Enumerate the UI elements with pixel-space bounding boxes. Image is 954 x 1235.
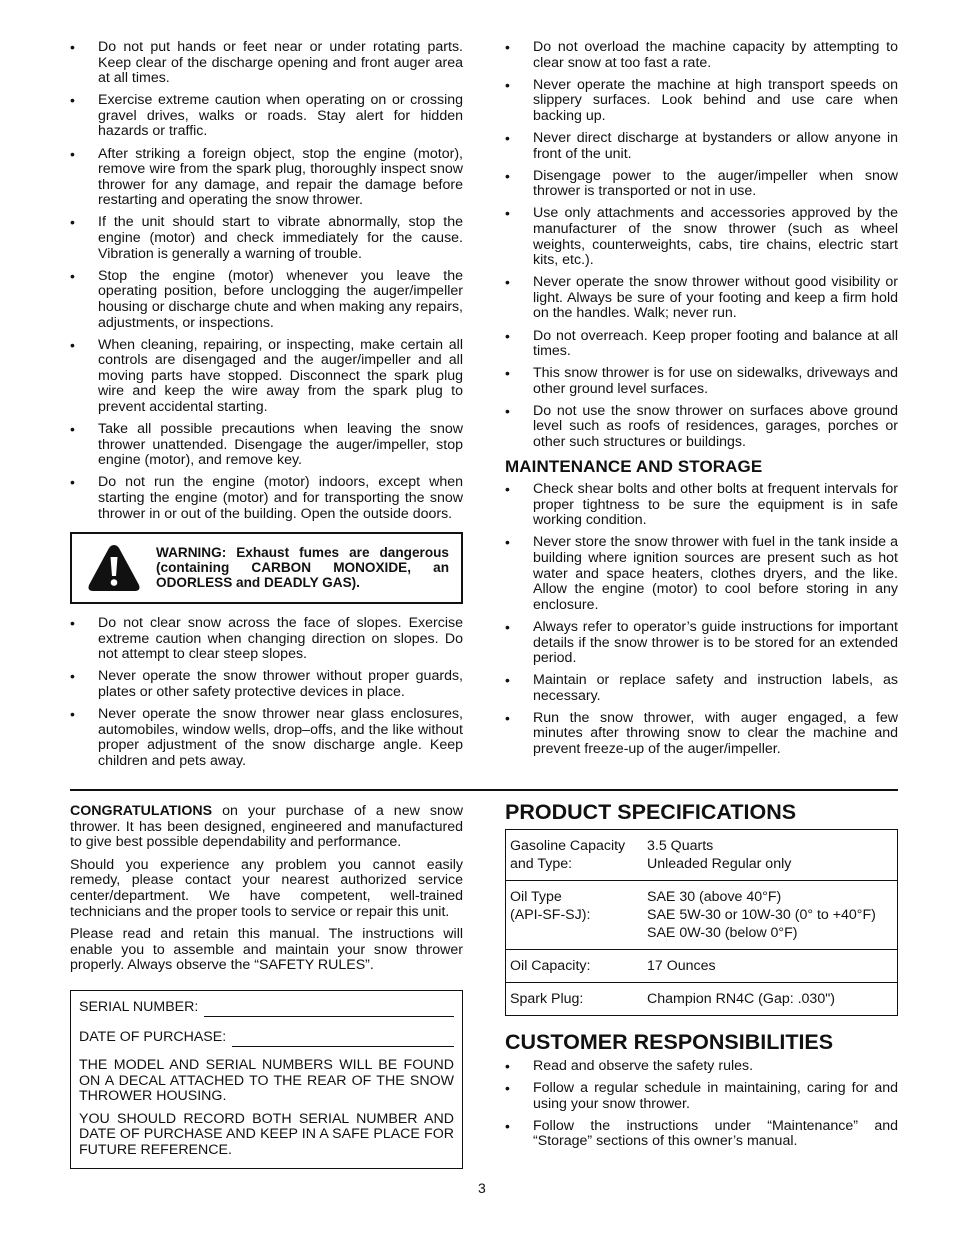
maintenance-bullets	[505, 482, 898, 758]
list-item: • Never store the snow thrower with fuel in the tank inside a building where ignition sources are present such as hot water and space heaters, clothes dryers, and the like. Allow the engine (motor) to cool before storing in any enclosure.	[505, 535, 898, 613]
spec-value	[641, 950, 898, 983]
warning-triangle-icon	[86, 542, 142, 594]
list-item: • Run the snow thrower, with auger engaged, a few minutes after throwing snow to clear the machine and prevent freeze-up of the auger/impeller.	[505, 711, 898, 758]
section-divider	[70, 789, 898, 791]
warning-text: WARNING: Exhaust fumes are dangerous (containing CARBON MONOXIDE, an ODORLESS and DEADLY GAS).	[156, 544, 449, 590]
table-row	[506, 983, 898, 1016]
purchase-date-label: DATE OF PURCHASE:	[79, 1028, 227, 1045]
serial-number-blank	[204, 1002, 454, 1017]
spec-label-line: Oil Type	[510, 889, 562, 905]
list-item: • Do not overload the machine capacity by attempting to clear snow at too fast a rate.	[505, 40, 898, 71]
serial-number-label: SERIAL NUMBER:	[79, 998, 199, 1015]
table-row	[506, 830, 898, 881]
spec-value-line: SAE 5W-30 or 10W-30 (0° to +40°F)	[647, 907, 876, 923]
spec-value-line: 3.5 Quarts	[647, 838, 714, 854]
spec-label-line: (API-SF-SJ):	[510, 907, 591, 923]
list-item: • Check shear bolts and other bolts at frequent intervals for proper tightness to be sure the equipment is in safe working condition.	[505, 482, 898, 529]
list-item: • Follow a regular schedule in maintaining, caring for and using your snow thrower.	[505, 1081, 898, 1112]
spec-label-line: and Type:	[510, 856, 573, 872]
page-number: 3	[478, 1180, 486, 1196]
congrats-lead: CONGRATULATIONS	[70, 803, 213, 819]
list-item: • Do not clear snow across the face of slopes. Exercise extreme caution when changing direction on slopes. Do not attempt to clear steep slopes.	[70, 616, 463, 663]
list-item: • Follow the instructions under “Maintenance” and “Storage” sections of this owner’s manual.	[505, 1119, 898, 1150]
list-item: • When cleaning, repairing, or inspecting, make certain all controls are disengaged and the auger/impeller and all moving parts have stopped. Disconnect the spark plug wire and keep the wire away from the spark plug to prevent accidental starting.	[70, 338, 463, 416]
list-item: • Take all possible precautions when leaving the snow thrower unattended. Disengage the auger/impeller, stop engine (motor), and remove key.	[70, 422, 463, 469]
maintenance-heading: MAINTENANCE AND STORAGE	[505, 457, 763, 477]
spec-value-line: SAE 30 (above 40°F)	[647, 889, 782, 905]
service-paragraph: Should you experience any problem you cannot easily remedy, please contact your nearest authorized service center/department. We have competent, well-trained technicians and the proper tools to service or repair this unit.	[70, 856, 463, 920]
list-item: • If the unit should start to vibrate abnormally, stop the engine (motor) and check immediately for the cause. Vibration is generally a warning of trouble.	[70, 215, 463, 262]
spec-label-line: Gasoline Capacity	[510, 838, 626, 854]
list-item: • Never operate the snow thrower near glass enclosures, automobiles, window wells, drop–offs, and the like without proper adjustment of the snow discharge angle. Keep children and pets away.	[70, 707, 463, 769]
left-safety-column	[70, 40, 463, 776]
left-bullets-bottom	[70, 616, 463, 769]
list-item: • Read and observe the safety rules.	[505, 1059, 898, 1075]
retain-manual-paragraph: Please read and retain this manual. The instructions will enable you to assemble and maintain your snow thrower properly. Always observe the “SAFETY RULES”.	[70, 926, 463, 974]
list-item: • Use only attachments and accessories approved by the manufacturer of the snow thrower (such as wheel weights, counterweights, cabs, tire chains, electric start kits, etc.).	[505, 206, 898, 268]
spec-value-line: Champion RN4C (Gap: .030")	[647, 991, 835, 1007]
list-item: • Maintain or replace safety and instruction labels, as necessary.	[505, 673, 898, 704]
spec-value	[641, 830, 898, 881]
list-item: • Never direct discharge at bystanders or allow anyone in front of the unit.	[505, 131, 898, 162]
spec-label	[506, 950, 642, 983]
list-item: • Disengage power to the auger/impeller when snow thrower is transported or not in use.	[505, 169, 898, 200]
congrats-text: on your purchase of a new snow thrower. It has been designed, engineered and manufactured to give best possible dependability and performance.	[70, 803, 463, 851]
list-item: • Stop the engine (motor) whenever you leave the operating position, before unclogging the auger/impeller housing or discharge chute and when making any repairs, adjustments, or inspections.	[70, 269, 463, 331]
spec-label	[506, 881, 642, 950]
congrats-paragraph	[70, 804, 463, 851]
spec-value	[641, 983, 898, 1016]
list-item: • Never operate the snow thrower without proper guards, plates or other safety protective devices in place.	[70, 669, 463, 700]
serial-location-note: THE MODEL AND SERIAL NUMBERS WILL BE FOUND ON A DECAL ATTACHED TO THE REAR OF THE SNOW THROWER HOUSING.	[79, 1056, 454, 1105]
list-item: • Do not use the snow thrower on surfaces above ground level such as roofs of residences, garages, porches or other such structures or buildings.	[505, 404, 898, 451]
purchase-date-blank	[232, 1032, 454, 1047]
right-safety-column	[505, 40, 898, 764]
right-bullets-top	[505, 40, 898, 451]
spec-value-line: 17 Ounces	[647, 958, 716, 974]
record-note: YOU SHOULD RECORD BOTH SERIAL NUMBER AND DATE OF PURCHASE AND KEEP IN A SAFE PLACE FOR FUTURE REFERENCE.	[79, 1110, 454, 1158]
table-row	[506, 881, 898, 950]
list-item: • Exercise extreme caution when operating on or crossing gravel drives, walks or roads. Stay alert for hidden hazards or traffic.	[70, 93, 463, 140]
list-item: • Do not put hands or feet near or under rotating parts. Keep clear of the discharge opening and front auger area at all times.	[70, 40, 463, 87]
list-item: • Do not overreach. Keep proper footing and balance at all times.	[505, 329, 898, 360]
list-item: • This snow thrower is for use on sidewalks, driveways and other ground level surfaces.	[505, 366, 898, 397]
table-row	[506, 950, 898, 983]
specifications-heading: PRODUCT SPECIFICATIONS	[505, 800, 797, 824]
spec-label-line: Spark Plug:	[510, 991, 584, 1007]
spec-value-line: SAE 0W-30 (below 0°F)	[647, 925, 798, 941]
specifications-table	[505, 829, 898, 1016]
responsibilities-bullets	[505, 1059, 898, 1150]
congratulations-section	[70, 804, 463, 1169]
spec-label-line: Oil Capacity:	[510, 958, 591, 974]
left-bullets-top	[70, 40, 463, 522]
list-item: • Never operate the machine at high transport speeds on slippery surfaces. Look behind and use care when backing up.	[505, 78, 898, 125]
list-item: • Never operate the snow thrower without good visibility or light. Always be sure of your footing and keep a firm hold on the handles. Walk; never run.	[505, 275, 898, 322]
list-item: • Always refer to operator’s guide instructions for important details if the snow thrower is to be stored for an extended period.	[505, 620, 898, 667]
list-item: • Do not run the engine (motor) indoors, except when starting the engine (motor) and for transporting the snow thrower in or out of the building. Open the outside doors.	[70, 475, 463, 522]
responsibilities-heading: CUSTOMER RESPONSIBILITIES	[505, 1030, 834, 1054]
serial-number-box	[70, 990, 463, 1169]
spec-label	[506, 830, 642, 881]
purchase-date-line	[79, 1028, 454, 1047]
spec-label	[506, 983, 642, 1016]
specifications-section	[505, 800, 898, 1156]
spec-value-line: Unleaded Regular only	[647, 856, 792, 872]
spec-value	[641, 881, 898, 950]
exhaust-warning-box	[70, 532, 463, 604]
serial-number-line	[79, 998, 454, 1017]
list-item: • After striking a foreign object, stop the engine (motor), remove wire from the spark plug, thoroughly inspect snow thrower for any damage, and repair the damage before restarting and operating the snow thrower.	[70, 147, 463, 209]
